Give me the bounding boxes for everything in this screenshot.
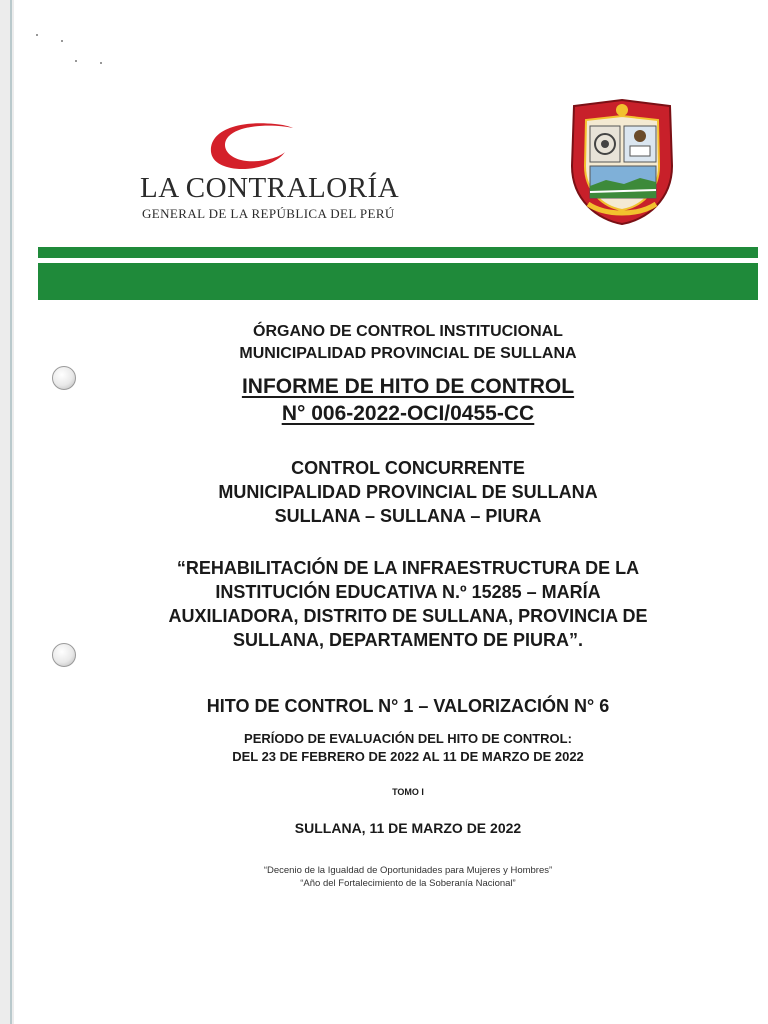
project-line: INSTITUCIÓN EDUCATIVA N.º 15285 – MARÍA [215,582,601,602]
project-title [38,556,768,652]
logo-name: LA CONTRALORÍA [140,172,400,204]
contraloria-logo [140,118,400,228]
period-line: DEL 23 DE FEBRERO DE 2022 AL 11 DE MARZO DE 2022 [232,749,584,764]
logo-subtitle: GENERAL DE LA REPÚBLICA DEL PERÚ [142,206,395,221]
milestone-heading: HITO DE CONTROL N° 1 – VALORIZACIÓN N° 6 [206,696,610,716]
green-band-thin [38,247,758,258]
control-block [38,456,768,528]
official-mottos [38,864,768,890]
control-line: CONTROL CONCURRENTE [291,458,525,478]
scan-speck [61,40,63,42]
control-line: SULLANA – SULLANA – PIURA [274,506,542,526]
project-line: “REHABILITACIÓN DE LA INFRAESTRUCTURA DE LA [176,558,640,578]
municipal-seal-icon [566,96,678,228]
scan-edge-line [10,0,12,1024]
period-line: PERÍODO DE EVALUACIÓN DEL HITO DE CONTROL: [244,731,572,746]
volume-label: TOMO I [392,787,424,797]
evaluation-period [38,730,768,766]
scan-speck [75,60,77,62]
report-title [38,373,768,427]
motto-line: “Decenio de la Igualdad de Oportunidades para Mujeres y Hombres” [263,865,553,876]
scan-speck [36,34,38,36]
contraloria-swoosh-icon [205,118,295,174]
org-line: MUNICIPALIDAD PROVINCIAL DE SULLANA [239,345,577,362]
scan-speck [100,62,102,64]
report-title-line: INFORME DE HITO DE CONTROL [241,375,575,398]
control-line: MUNICIPALIDAD PROVINCIAL DE SULLANA [218,482,598,502]
report-number: N° 006-2022-OCI/0455-CC [281,402,535,425]
organization-heading [38,321,768,365]
place-date: SULLANA, 11 DE MARZO DE 2022 [294,820,522,836]
green-band-thick [38,263,758,300]
motto-line: “Año del Fortalecimiento de la Soberanía Nacional” [300,878,516,889]
org-line: ÓRGANO DE CONTROL INSTITUCIONAL [253,323,563,340]
project-line: SULLANA, DEPARTAMENTO DE PIURA”. [232,630,583,650]
project-line: AUXILIADORA, DISTRITO DE SULLANA, PROVINCIA DE [168,606,648,626]
